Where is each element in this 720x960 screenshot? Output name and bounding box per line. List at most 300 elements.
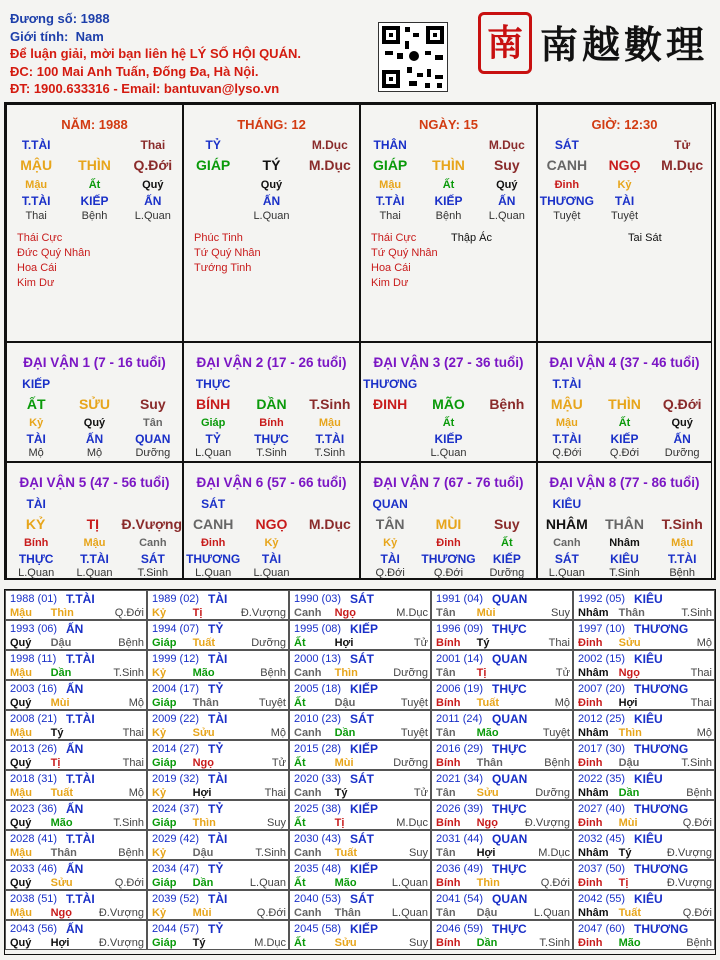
dv-hidden-god [184,377,359,391]
dv-ten-gods-1: TÀI [261,552,282,566]
year-branch: Mùi [192,907,212,919]
pillar-stem-branch-2: Suy [493,157,520,173]
year-stem: Mậu [10,907,32,919]
pillar-phases-2: L.Quan [488,210,525,222]
pillar-stars-2 [451,231,492,246]
year-god: THỰC [492,922,527,936]
year-cell [573,740,715,770]
year-pillar [10,697,144,709]
pillar-ten-gods-2: ẤN [498,194,516,208]
year-cell [573,710,715,740]
year-label: 2044 (57) [152,923,200,935]
year-phase: Suy [267,817,286,829]
dv-hidden-god-0: QUAN [372,497,408,511]
dai-van-cell [360,462,537,580]
pillar-phases-2 [653,210,711,222]
year-god: SÁT [350,712,374,726]
pillar-hidden-stems-2 [301,179,359,191]
dv-stem-branch [184,396,359,412]
dv-hidden-god [538,377,711,391]
year-god: KIẾP [350,682,379,696]
dv-stem-branch [538,516,711,532]
dv-hidden-god-1 [65,497,123,511]
dv-phases [184,447,359,459]
year-god: KIÊU [634,892,663,906]
year-stem: Giáp [152,757,177,769]
year-label: 1999 (12) [152,653,200,665]
year-branch: Hợi [50,937,70,949]
year-branch: Ngọ [334,607,356,619]
year-label: 2043 (56) [10,923,58,935]
year-pillar [152,757,286,769]
year-branch: Tị [50,757,61,769]
star-item: Thập Ác [451,232,492,244]
pillar-hidden-stems-2 [653,179,711,191]
dv-ten-gods-1: T.TÀI [80,552,109,566]
dai-van-cell [183,342,360,462]
year-cell [289,740,431,770]
pillar-ten-gods [538,194,711,208]
year-branch: Tuất [334,847,358,859]
dv-hidden-stems-0: Kỷ [29,417,44,429]
pillar-hidden-stems-1: Ất [88,179,101,191]
year-phase: Q.Đới [682,907,712,919]
year-cell [147,710,289,740]
qr-code [378,22,448,92]
star-item: Tứ Quý Nhân [371,247,438,259]
year-god: QUAN [492,772,528,786]
year-cell [147,620,289,650]
year-god: KIÊU [634,592,663,606]
pillar-stem-branch [361,157,536,173]
pillar-ten-gods-1: KIẾP [80,194,109,208]
pillar-stem-branch-0: CANH [546,157,588,173]
pillar-ten-gods-0: THƯƠNG [539,194,594,208]
year-cell [147,860,289,890]
year-pillar [436,697,570,709]
year-label: 2029 (42) [152,833,200,845]
year-branch: Dậu [618,757,640,769]
year-phase: Tử [271,757,286,769]
dv-phases [538,567,711,579]
pillar-ten-gods-2 [301,194,359,208]
year-pillar [294,787,428,799]
pillar-phases-1: Bệnh [81,210,108,222]
year-cell [289,650,431,680]
dv-hidden-god-0: T.TÀI [552,377,582,391]
year-cell [573,650,715,680]
dv-hidden-god-2 [124,497,182,511]
year-branch: Thân [476,757,503,769]
year-label: 2041 (54) [436,893,484,905]
year-pillar [578,937,712,949]
dv-hidden-stems-0: Đinh [200,537,226,549]
year-stem: Nhâm [578,787,609,799]
year-stem: Giáp [152,877,177,889]
year-stem: Quý [10,937,32,949]
address-line: ĐC: 100 Mai Anh Tuấn, Đống Đa, Hà Nội. [10,63,259,79]
pillar-cell [6,104,183,342]
year-branch: Sửu [50,877,73,889]
year-label: 2007 (20) [578,683,626,695]
year-cell [573,830,715,860]
dv-hidden-god [361,497,536,511]
year-pillar [294,907,428,919]
dv-hidden-god-0: THƯƠNG [363,377,418,391]
year-god: THỰC [492,682,527,696]
pillar-ten-gods-0: T.TÀI [21,194,51,208]
dai-van-title: ĐẠI VẬN 4 (37 - 46 tuổi) [549,355,700,370]
dv-ten-gods-0: T.TÀI [552,432,582,446]
pillar-cell [537,104,712,342]
year-god: TỶ [208,802,224,816]
year-god: QUAN [492,832,528,846]
dv-ten-gods-0: TÀI [380,552,400,566]
year-branch: Hợi [618,697,638,709]
pillar-hidden-god-1 [65,138,123,152]
dv-stem-branch [361,516,536,532]
year-pillar [152,877,286,889]
year-pillar [152,667,286,679]
star-item: Hoa Cái [371,262,411,274]
year-branch: Tị [192,607,203,619]
year-branch: Mão [192,667,215,679]
year-branch: Mão [334,877,357,889]
star-item: Thái Cực [371,232,417,244]
year-label: 2010 (23) [294,713,342,725]
year-stem: Kỷ [152,727,167,739]
dv-hidden-god [538,497,711,511]
year-god: KIÊU [634,652,663,666]
dv-hidden-god-1 [419,377,477,391]
year-stem: Quý [10,877,32,889]
dv-stem-branch-2: T.Sinh [309,396,351,412]
pillar-hidden-god-2: Thai [140,138,166,152]
year-pillar [294,667,428,679]
year-cell [573,620,715,650]
dv-hidden-god [184,497,359,511]
year-label: 2027 (40) [578,803,626,815]
year-cell [5,620,147,650]
dv-hidden-stems-0: Giáp [200,417,226,429]
year-pillar [578,907,712,919]
header-info [10,10,301,98]
dv-ten-gods-0: THƯƠNG [186,552,241,566]
year-god: T.TÀI [66,592,95,606]
dv-hidden-stems [7,417,182,429]
pillar-ten-gods-2: ẤN [144,194,162,208]
pillar-title: NGÀY: 15 [419,117,478,132]
year-label: 1990 (03) [294,593,342,605]
year-cell [431,740,573,770]
year-stem: Bính [436,937,461,949]
dv-phases [361,447,536,459]
year-phase: T.Sinh [681,607,712,619]
pillar-stem-branch-1: TÝ [262,157,281,173]
dv-hidden-god-0: SÁT [201,497,226,511]
year-label: 1989 (02) [152,593,200,605]
dv-phases-1: L.Quan [430,447,467,459]
dv-ten-gods [7,552,182,566]
dv-hidden-stems-1: Bính [259,417,284,429]
year-stem: Ất [294,877,306,889]
year-pillar [578,637,712,649]
year-branch: Thân [50,847,77,859]
dv-stem-branch-1: THÌN [608,396,641,412]
dv-phases [7,567,182,579]
brand-logo: 南越數理 [540,22,709,67]
year-branch: Tị [476,667,487,679]
dv-hidden-stems-0 [361,417,419,429]
year-branch: Tuất [476,697,500,709]
dv-phases-1: L.Quan [76,567,113,579]
year-label: 2016 (29) [436,743,484,755]
dv-ten-gods-1: ẤN [85,432,104,446]
year-pillar [294,757,428,769]
year-pillar [294,727,428,739]
star-item: Tứ Quý Nhân [194,247,261,259]
year-label: 2040 (53) [294,893,342,905]
dv-hidden-god-1 [596,497,654,511]
pillar-stem-branch-2: M.Dục [308,157,351,173]
year-cell [147,740,289,770]
year-pillar [436,757,570,769]
dai-van-title: ĐẠI VẬN 7 (67 - 76 tuổi) [373,475,524,490]
pillar-hidden-stems [361,179,536,191]
star-item: Phúc Tinh [194,232,243,244]
year-label: 2036 (49) [436,863,484,875]
year-pillar [10,757,144,769]
pillar-phases-1: Bệnh [435,210,462,222]
dv-hidden-god-1 [596,377,654,391]
year-pillar [294,637,428,649]
dv-hidden-stems [361,417,536,429]
year-label: 1996 (09) [436,623,484,635]
year-god: THỰC [492,742,527,756]
year-cell [5,920,147,950]
year-label: 2022 (35) [578,773,626,785]
pillar-phases [184,210,359,222]
year-stem: Mậu [10,727,32,739]
dv-phases-0: L.Quan [548,567,585,579]
year-label: 2009 (22) [152,713,200,725]
year-label: 2047 (60) [578,923,626,935]
year-stem: Đinh [578,937,603,949]
dv-ten-gods-1: KIẾP [610,432,639,446]
year-label: 2001 (14) [436,653,484,665]
year-cell [289,590,431,620]
year-phase: Mộ [696,637,712,649]
dv-hidden-stems-2: Tân [143,417,163,429]
year-branch: Dậu [50,637,72,649]
dai-van-title: ĐẠI VẬN 8 (77 - 86 tuổi) [549,475,700,490]
dv-hidden-god-1 [419,497,477,511]
year-label: 2013 (26) [10,743,58,755]
pillar-hidden-stems-0 [184,179,242,191]
year-cell [289,860,431,890]
year-phase: Dưỡng [393,667,428,679]
year-phase: Mộ [696,727,712,739]
year-phase: Đ.Vượng [98,937,144,949]
dv-stem-branch-2: M.Dục [308,516,351,532]
year-stem: Nhâm [578,907,609,919]
dv-phases-0: Q.Đới [552,447,582,459]
year-branch: Tuất [50,787,74,799]
dv-hidden-stems-1: Đinh [436,537,461,549]
year-stem: Giáp [152,817,177,829]
year-phase: Tuyệt [258,697,286,709]
year-cell [573,860,715,890]
year-god: ẤN [66,922,84,936]
dv-stem-branch-2: T.Sinh [661,516,703,532]
year-god: T.TÀI [66,712,95,726]
dv-stem-branch-2: Q.Đới [662,396,702,412]
year-stem: Kỷ [152,907,167,919]
dv-hidden-god [7,377,182,391]
year-cell [289,770,431,800]
dv-ten-gods-2: T.TÀI [315,432,345,446]
year-god: TÀI [208,892,228,906]
year-god: TÀI [208,832,228,846]
year-stem: Bính [436,817,461,829]
year-god: ẤN [66,682,84,696]
dv-hidden-stems-2 [478,417,536,429]
pillar-ten-gods-1: ẤN [262,194,281,208]
year-cell [5,800,147,830]
pillar-hidden-stems-1: Quý [260,179,283,191]
dv-stem-branch-2: Suy [493,516,520,532]
year-branch: Tý [192,937,206,949]
year-phase: Tuyệt [400,697,428,709]
year-pillar [436,817,570,829]
dv-ten-gods-1: KIẾP [434,432,463,446]
pillar-phases-0: Thai [25,210,47,222]
dv-phases-0 [361,447,419,459]
year-god: TÀI [208,592,228,606]
pillar-hidden-god-1 [242,138,300,152]
year-stem: Mậu [10,667,32,679]
year-branch: Thìn [334,667,358,679]
owner-label: Đương số: [10,11,78,26]
year-god: TỶ [208,742,224,756]
year-branch: Sửu [334,937,357,949]
year-cell [147,890,289,920]
dv-hidden-stems-0: Kỷ [383,537,398,549]
dv-stem-branch [184,516,359,532]
year-phase: Bệnh [686,937,712,949]
year-phase: M.Dục [396,607,428,619]
dv-hidden-god-1 [65,377,123,391]
dv-stem-branch [7,396,182,412]
dv-stem-branch-1: DẦN [256,396,287,412]
year-branch: Thân [192,697,219,709]
dv-phases-1: L.Quan [253,567,290,579]
year-stem: Bính [436,697,461,709]
dv-hidden-stems-0: Bính [23,537,49,549]
year-pillar [294,607,428,619]
year-stem: Giáp [152,697,177,709]
year-cell [289,830,431,860]
year-pillar [10,667,144,679]
dv-ten-gods-0: SÁT [554,552,579,566]
year-phase: M.Dục [538,847,570,859]
year-cell [573,680,715,710]
year-label: 1988 (01) [10,593,58,605]
year-god: THỰC [492,862,527,876]
dv-stem-branch [7,516,182,532]
year-cell [431,830,573,860]
year-god: ẤN [66,742,84,756]
year-pillar [578,787,712,799]
year-pillar [152,847,286,859]
year-phase: T.Sinh [113,817,144,829]
pillar-ten-gods-1: TÀI [614,194,635,208]
dv-hidden-stems [184,537,359,549]
dai-van-title: ĐẠI VẬN 3 (27 - 36 tuổi) [373,355,524,370]
year-stem: Tân [436,847,456,859]
year-stem: Quý [10,757,32,769]
year-phase: Thai [690,667,712,679]
pillar-hidden-stems [7,179,182,191]
pillar-hidden-stems [538,179,711,191]
dv-hidden-god-2 [478,377,536,391]
year-phase: Bệnh [544,757,570,769]
dv-ten-gods-2: T.TÀI [667,552,697,566]
year-pillar [436,667,570,679]
year-cell [573,590,715,620]
dv-hidden-stems [7,537,182,549]
dv-stem-branch-0: CANH [192,516,234,532]
dv-hidden-stems [361,537,536,549]
year-branch: Mùi [334,757,354,769]
year-stem: Kỷ [152,787,167,799]
pillar-stars [194,231,261,276]
year-branch: Dần [334,727,356,739]
pillar-hidden-god-0: SÁT [554,138,579,152]
year-cell [431,620,573,650]
pillar-hidden-stems-0: Mậu [379,179,402,191]
year-pillar [152,727,286,739]
year-cell [431,890,573,920]
year-label: 2003 (16) [10,683,58,695]
year-god: KIÊU [634,712,663,726]
year-stem: Đinh [578,697,603,709]
dv-hidden-stems-2 [301,537,359,549]
year-cell [147,590,289,620]
year-cell [431,710,573,740]
dai-van-title: ĐẠI VẬN 5 (47 - 56 tuổi) [19,475,170,490]
year-stem: Đinh [578,757,603,769]
year-stem: Tân [436,667,456,679]
year-stem: Mậu [10,607,32,619]
year-label: 2039 (52) [152,893,200,905]
year-god: SÁT [350,652,374,666]
year-cell [147,680,289,710]
dv-hidden-god [7,497,182,511]
pillar-ten-gods [361,194,536,208]
year-pillar [10,907,144,919]
year-cell [5,590,147,620]
pillar-stem-branch [538,157,711,173]
gender-value: Nam [75,28,104,44]
year-branch: Tý [476,637,490,649]
year-cell [573,920,715,950]
year-god: QUAN [492,652,528,666]
year-phase: Tuyệt [400,727,428,739]
year-phase: Tử [555,667,570,679]
dv-phases [7,447,182,459]
year-stem: Kỷ [152,607,167,619]
